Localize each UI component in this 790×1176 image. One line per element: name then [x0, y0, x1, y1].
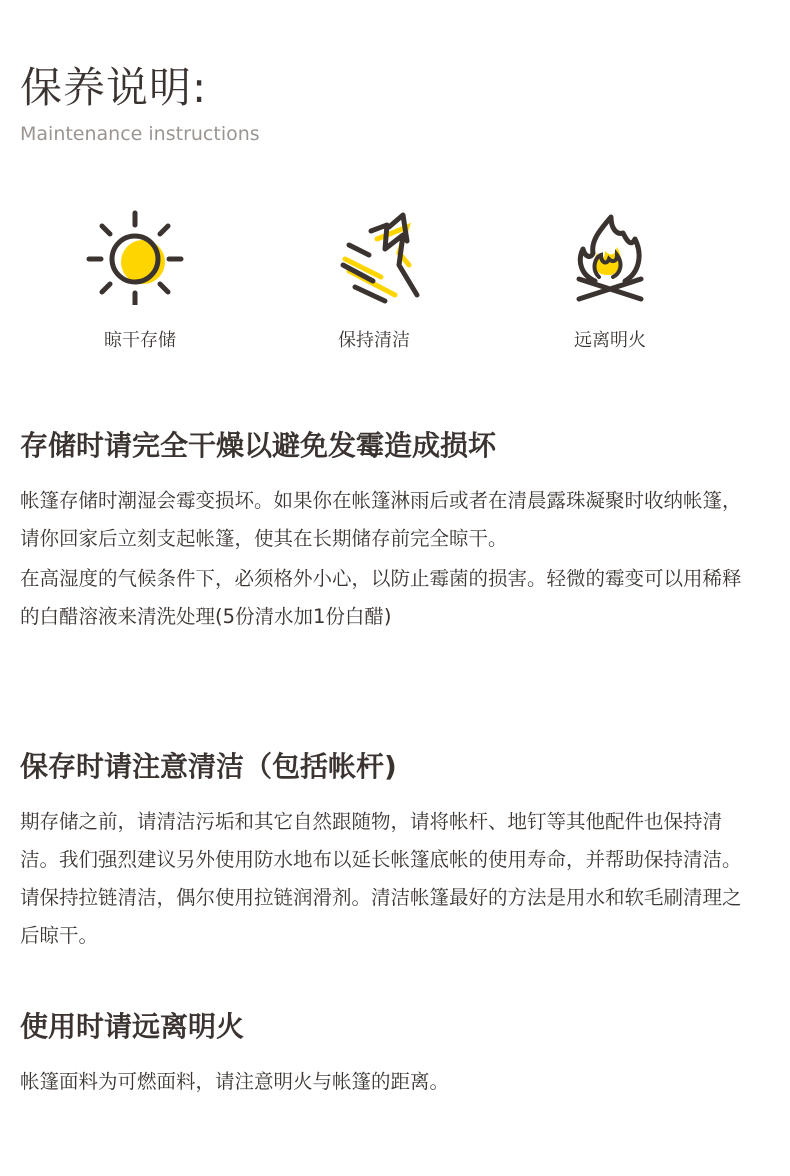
section-paragraph: 帐篷存储时潮湿会霉变损坏。如果你在帐篷淋雨后或者在清晨露珠凝聚时收纳帐篷，请你回家后立刻支起帐篷，使其在长期储存前完全晾干。	[20, 489, 742, 550]
sun-icon	[85, 205, 195, 305]
page-title: 保养说明:	[20, 63, 208, 112]
icon-label: 晾干存储	[104, 330, 176, 351]
brush-icon	[319, 205, 429, 305]
section-dry-storage	[20, 428, 760, 638]
section-keep-clean	[20, 749, 760, 957]
section-paragraph: 在高湿度的气候条件下，必须格外小心，以防止霉菌的损害。轻微的霉变可以用稀释的白醋溶液来清洗处理(5份清水加1份白醋)	[20, 567, 742, 628]
section-heading: 使用时请远离明火	[20, 1010, 245, 1043]
page-header	[20, 62, 260, 146]
section-paragraph: 帐篷面料为可燃面料，请注意明火与帐篷的距离。	[20, 1070, 450, 1093]
section-fire-away	[20, 1009, 760, 1103]
icon-item-keep-clean	[284, 205, 464, 353]
section-heading: 保存时请注意清洁（包括帐杆)	[20, 750, 397, 783]
icon-item-dry-storage	[50, 205, 230, 353]
fire-icon	[555, 205, 665, 305]
page-subtitle: Maintenance instructions	[20, 123, 260, 145]
section-paragraph: 期存储之前，请清洁污垢和其它自然跟随物，请将帐杆、地钉等其他配件也保持清洁。我们强烈建议另外使用防水地布以延长帐篷底帐的使用寿命，并帮助保持清洁。请保持拉链清洁，偶尔使用拉链润滑剂。清洁帐篷最好的方法是用水和软毛刷清理之后晾干。	[20, 810, 742, 947]
icon-label: 远离明火	[574, 330, 646, 351]
icon-label: 保持清洁	[338, 330, 410, 351]
section-heading: 存储时请完全干燥以避免发霉造成损坏	[20, 429, 497, 462]
icon-item-fire-away	[520, 205, 700, 353]
care-icons-row	[0, 205, 790, 365]
